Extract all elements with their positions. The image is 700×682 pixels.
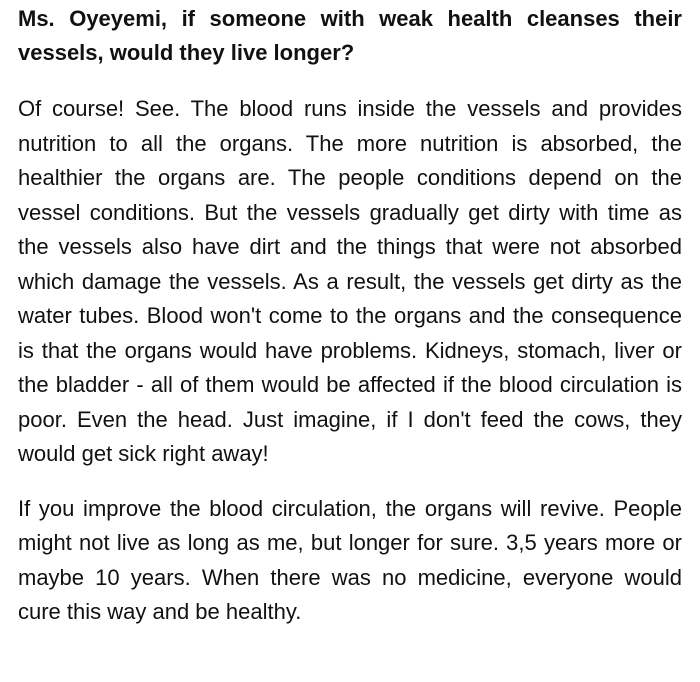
answer-paragraph-2: If you improve the blood circulation, the organs will revive. People might not live as long as me, but longer for sure. 3,5 years more or maybe 10 years. When there was no medicine, everyone would cure this way and be healthy. bbox=[18, 495, 682, 624]
interview-question: Ms. Oyeyemi, if someone with weak health cleanses their vessels, would they live longer? bbox=[18, 6, 682, 65]
answer-paragraph-1: Of course! See. The blood runs inside the vessels and provides nutrition to all the organs. The more nutrition is absorbed, the healthier the organs are. The people conditions depend on the vessel conditions. But the vessels gradually get dirty with time as the vessels also have dirt and the things that were not absorbed which damage the vessels. As a result, the vessels get dirty as the water tubes. Blood won't come to the organs and the consequence is that the organs would have problems. Kidneys, stomach, liver or the bladder - all of them would be affected if the blood circulation is poor. Even the head. Just imagine, if I don't feed the cows, they would get sick right away! bbox=[18, 96, 682, 466]
